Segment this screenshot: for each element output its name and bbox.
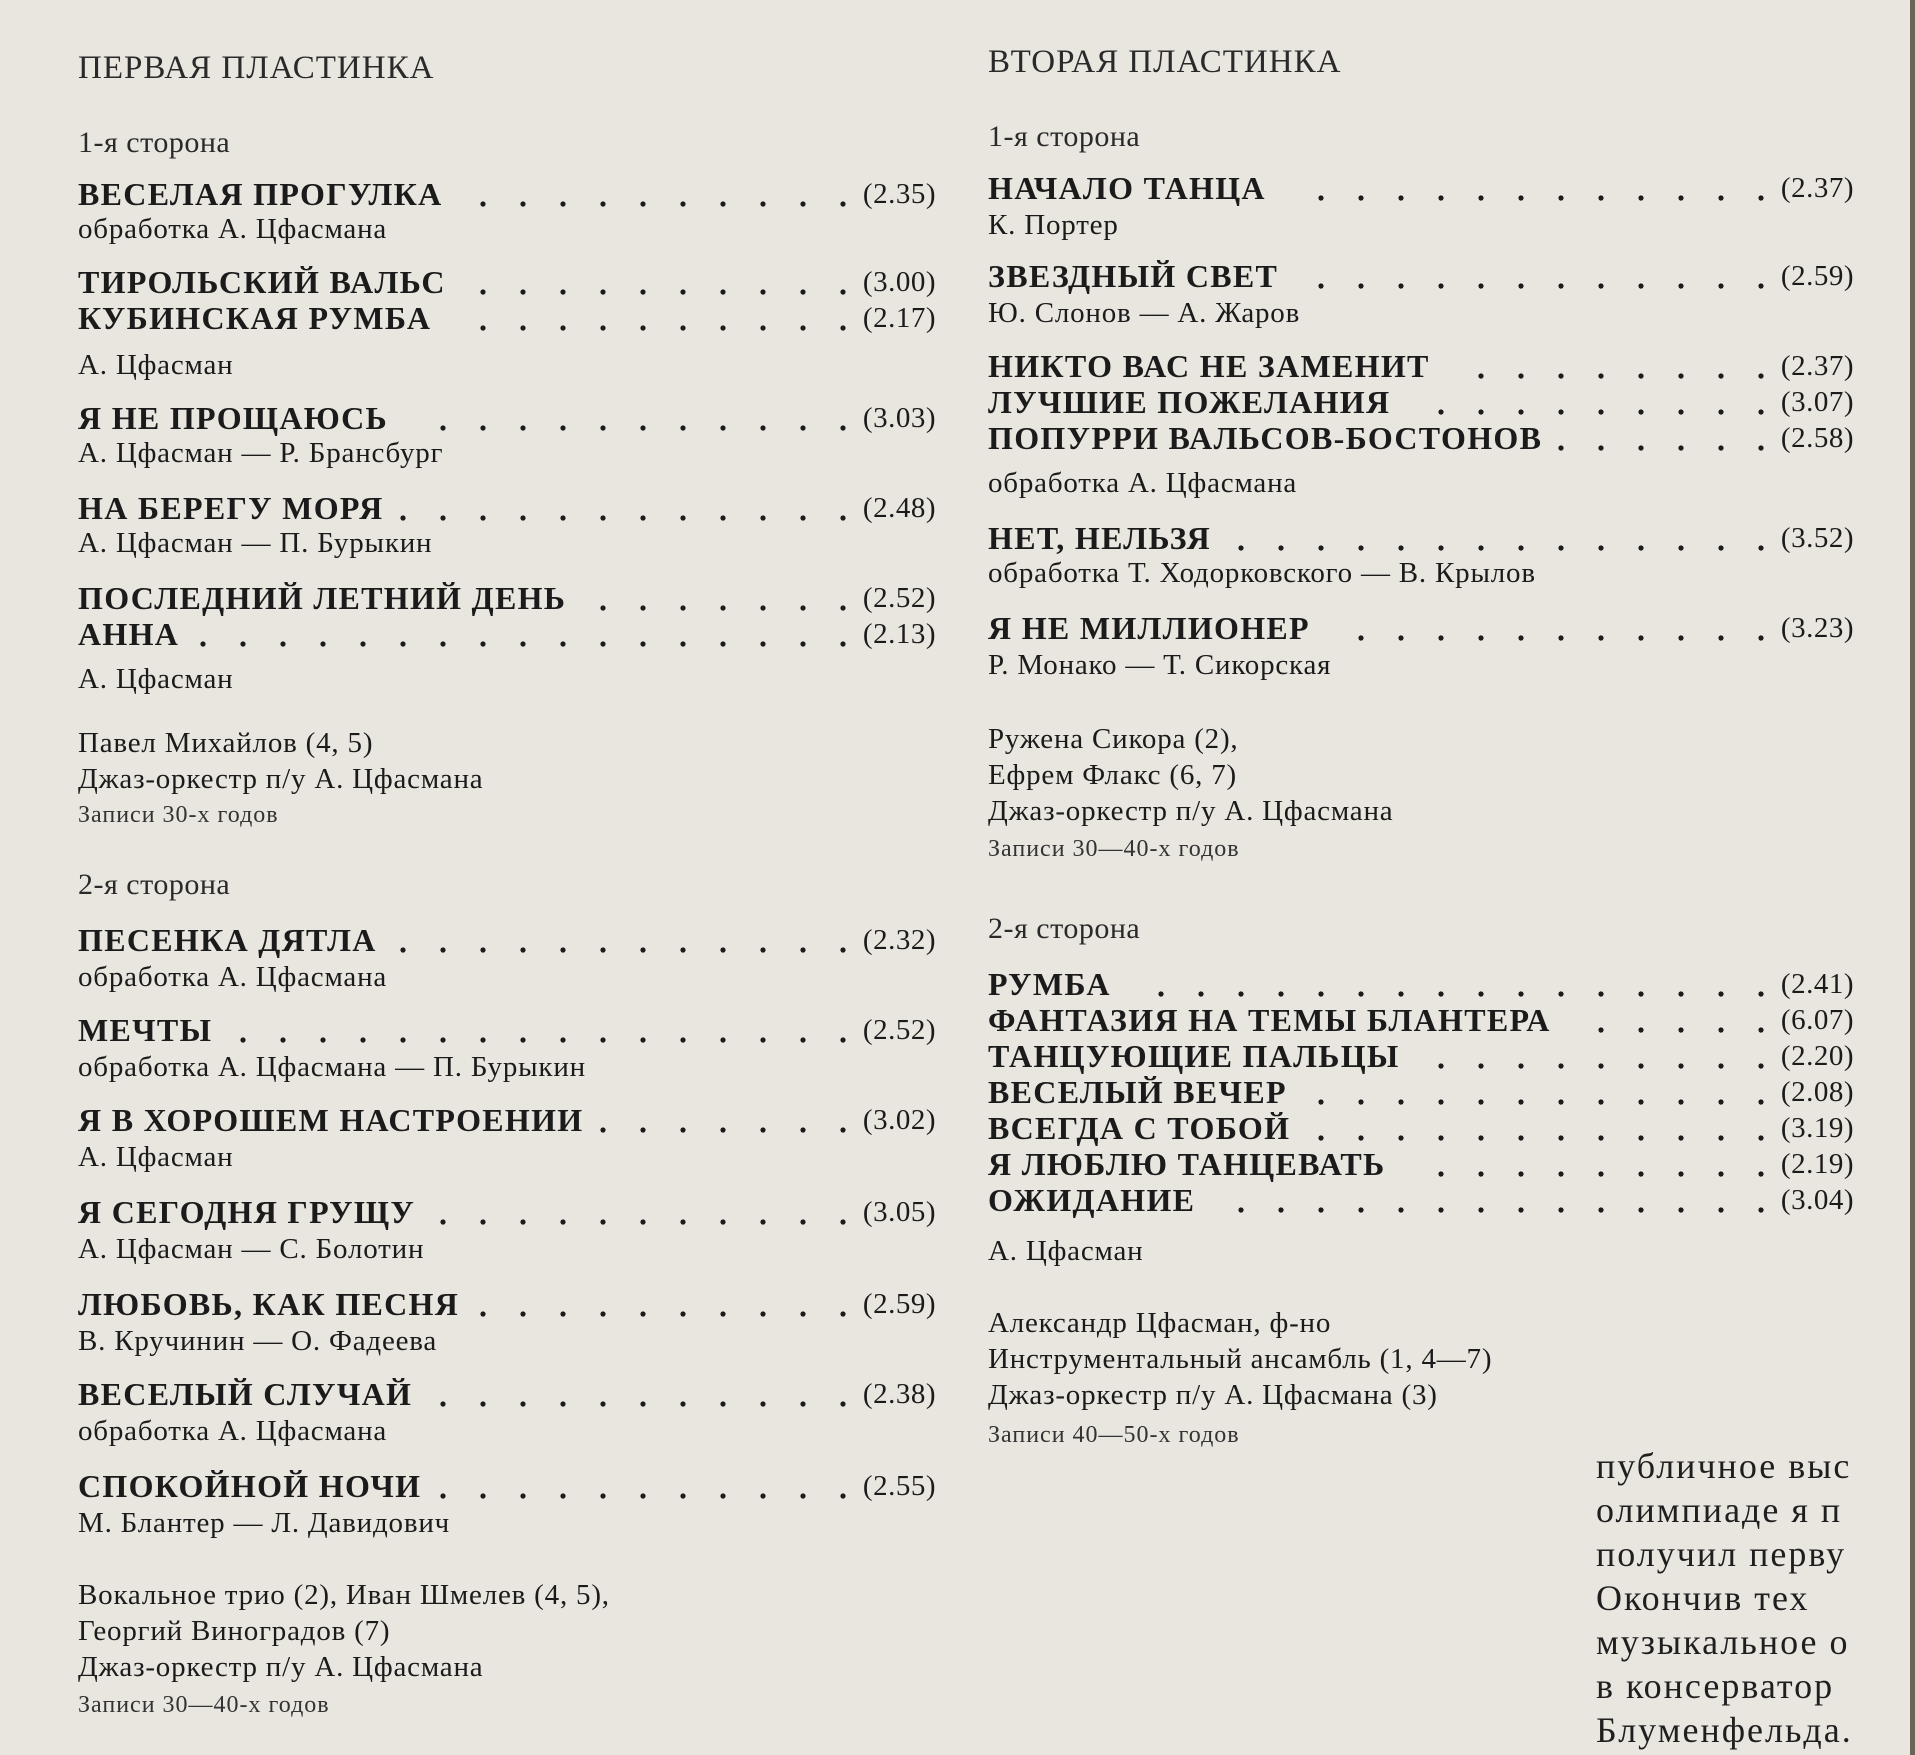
track-time: (3.05) — [862, 1196, 936, 1228]
leader-dots — [1565, 1000, 1767, 1040]
track-title: ВСЕГДА С ТОБОЙ — [988, 1110, 1291, 1146]
credit-line: обработка А. Цфасмана — [78, 1415, 388, 1447]
track-row — [78, 298, 936, 338]
side-label-first-side1: 1-я сторона — [78, 126, 231, 159]
bio-line: Окончив тех — [1596, 1578, 1810, 1618]
leader-dots — [426, 1374, 849, 1414]
page-edge — [1910, 0, 1915, 1755]
track-time: (2.41) — [1780, 968, 1854, 1000]
track-time: (2.19) — [1780, 1148, 1854, 1180]
track-title: НА БЕРЕГУ МОРЯ — [78, 490, 384, 526]
track-row — [988, 1000, 1854, 1040]
leader-dots — [1125, 964, 1767, 1004]
leader-dots — [1444, 346, 1767, 386]
leader-dots — [1280, 168, 1767, 208]
leader-dots — [398, 488, 849, 528]
track-time: (3.02) — [862, 1104, 936, 1136]
track-title: ВЕСЕЛАЯ ПРОГУЛКА — [78, 176, 443, 212]
track-time: (2.55) — [862, 1470, 936, 1502]
credit-line: обработка А. Цфасмана — [78, 213, 388, 245]
track-title: ЗВЕЗДНЫЙ СВЕТ — [988, 258, 1279, 294]
leader-dots — [1225, 518, 1767, 558]
leader-dots — [457, 174, 849, 214]
track-title: НАЧАЛО ТАНЦА — [988, 170, 1266, 206]
track-row — [78, 1466, 936, 1506]
track-time: (2.35) — [862, 178, 936, 210]
track-time: (2.38) — [862, 1378, 936, 1410]
track-row — [988, 608, 1854, 648]
biography-text-fragment — [1596, 1446, 1915, 1755]
track-time: (2.52) — [862, 582, 936, 614]
leader-dots — [1324, 608, 1767, 648]
credit-line: К. Портер — [988, 209, 1119, 241]
credit-line: обработка Т. Ходорковского — В. Крылов — [988, 557, 1536, 589]
track-row — [78, 1100, 936, 1140]
credit-line: обработка А. Цфасмана — П. Бурыкин — [78, 1051, 586, 1083]
track-time: (2.59) — [862, 1288, 936, 1320]
track-title: ЛУЧШИЕ ПОЖЕЛАНИЯ — [988, 384, 1391, 420]
track-time: (2.13) — [862, 618, 936, 650]
track-title: РУМБА — [988, 966, 1111, 1002]
leader-dots — [435, 1466, 849, 1506]
track-row — [988, 346, 1854, 386]
track-time: (2.37) — [1780, 172, 1854, 204]
side-label-first-side2: 2-я сторона — [78, 868, 231, 901]
track-time: (2.58) — [1780, 422, 1854, 454]
leader-dots — [1209, 1180, 1767, 1220]
track-title: Я ЛЮБЛЮ ТАНЦЕВАТЬ — [988, 1146, 1386, 1182]
track-row — [988, 1144, 1854, 1184]
credit-line: Ю. Слонов — А. Жаров — [988, 297, 1301, 329]
track-title: НЕТ, НЕЛЬЗЯ — [988, 520, 1212, 556]
track-title: ВЕСЕЛЫЙ ВЕЧЕР — [988, 1074, 1287, 1110]
bio-line: музыкальное о — [1596, 1622, 1850, 1662]
track-time: (2.17) — [862, 302, 936, 334]
track-title: КУБИНСКАЯ РУМБА — [78, 300, 432, 336]
track-time: (2.20) — [1780, 1040, 1854, 1072]
track-row — [78, 1374, 936, 1414]
credit-line: А. Цфасман — П. Бурыкин — [78, 527, 433, 559]
record-title-second: ВТОРАЯ ПЛАСТИНКА — [988, 44, 1342, 80]
track-title: НИКТО ВАС НЕ ЗАМЕНИТ — [988, 348, 1430, 384]
track-row — [78, 398, 936, 438]
track-title: Я НЕ ПРОЩАЮСЬ — [78, 400, 388, 436]
track-row — [78, 1010, 936, 1050]
leader-dots — [1404, 382, 1767, 422]
track-row — [988, 256, 1854, 296]
leader-dots — [193, 614, 849, 654]
track-time: (3.00) — [862, 266, 936, 298]
track-row — [988, 382, 1854, 422]
track-title: ПЕСЕНКА ДЯТЛА — [78, 922, 377, 958]
track-row — [988, 1180, 1854, 1220]
track-title: ФАНТАЗИЯ НА ТЕМЫ БЛАНТЕРА — [988, 1002, 1551, 1038]
recording-note: Записи 30-х годов — [78, 802, 279, 828]
performer-line: Вокальное трио (2), Иван Шмелев (4, 5), — [78, 1579, 610, 1611]
credit-line: М. Блантер — Л. Давидович — [78, 1507, 451, 1539]
side-label-second-side2: 2-я сторона — [988, 912, 1141, 945]
recording-note: Записи 40—50-х годов — [988, 1422, 1240, 1448]
credit-line: А. Цфасман — [78, 1141, 234, 1173]
performer-line: Ружена Сикора (2), — [988, 723, 1239, 755]
credit-line: В. Кручинин — О. Фадеева — [78, 1325, 438, 1357]
track-row — [988, 168, 1854, 208]
track-title: ПОСЛЕДНИЙ ЛЕТНИЙ ДЕНЬ — [78, 580, 567, 616]
track-time: (3.07) — [1780, 386, 1854, 418]
leader-dots — [429, 1192, 849, 1232]
track-title: ПОПУРРИ ВАЛЬСОВ-БОСТОНОВ — [988, 420, 1543, 456]
recording-note: Записи 30—40-х годов — [78, 1692, 330, 1718]
performer-line: Александр Цфасман, ф-но — [988, 1307, 1332, 1339]
bio-line: Блуменфельда. — [1596, 1710, 1853, 1750]
credit-line: А. Цфасман — С. Болотин — [78, 1233, 425, 1265]
leader-dots — [1292, 256, 1767, 296]
performer-line: Джаз-оркестр п/у А. Цфасмана — [78, 763, 484, 795]
track-row — [78, 174, 936, 214]
credit-line: обработка А. Цфасмана — [988, 467, 1298, 499]
leader-dots — [391, 920, 849, 960]
track-row — [78, 614, 936, 654]
track-title: ОЖИДАНИЕ — [988, 1182, 1196, 1218]
leader-dots — [402, 398, 849, 438]
track-title: Я СЕГОДНЯ ГРУЩУ — [78, 1194, 416, 1230]
performer-line: Георгий Виноградов (7) — [78, 1615, 391, 1647]
track-time: (2.08) — [1780, 1076, 1854, 1108]
track-time: (2.37) — [1780, 350, 1854, 382]
performer-line: Павел Михайлов (4, 5) — [78, 727, 374, 759]
track-time: (3.52) — [1780, 522, 1854, 554]
track-row — [988, 1108, 1854, 1148]
track-row — [988, 418, 1854, 458]
leader-dots — [473, 1284, 849, 1324]
track-title: МЕЧТЫ — [78, 1012, 213, 1048]
leader-dots — [1399, 1144, 1767, 1184]
track-time: (2.48) — [862, 492, 936, 524]
track-row — [78, 262, 936, 302]
track-row — [988, 964, 1854, 1004]
credit-line: А. Цфасман — [78, 349, 234, 381]
track-row — [78, 1192, 936, 1232]
credit-line: А. Цфасман — Р. Брансбург — [78, 437, 444, 469]
performer-line: Джаз-оркестр п/у А. Цфасмана — [78, 1651, 484, 1683]
record-title-first: ПЕРВАЯ ПЛАСТИНКА — [78, 50, 435, 86]
credit-line: А. Цфасман — [78, 663, 234, 695]
bio-line: в консерватор — [1596, 1666, 1835, 1706]
bio-line: получил перву — [1596, 1534, 1847, 1574]
credit-line: Р. Монако — Т. Сикорская — [988, 649, 1332, 681]
track-title: Я НЕ МИЛЛИОНЕР — [988, 610, 1310, 646]
bio-line: олимпиаде я п — [1596, 1490, 1843, 1530]
track-title: СПОКОЙНОЙ НОЧИ — [78, 1468, 422, 1504]
track-time: (2.59) — [1780, 260, 1854, 292]
track-row — [78, 578, 936, 618]
track-row — [78, 488, 936, 528]
track-time: (3.03) — [862, 402, 936, 434]
recording-note: Записи 30—40-х годов — [988, 836, 1240, 862]
track-row — [78, 920, 936, 960]
performer-line: Джаз-оркестр п/у А. Цфасмана (3) — [988, 1379, 1438, 1411]
track-title: АННА — [78, 616, 180, 652]
leader-dots — [580, 578, 849, 618]
leader-dots — [226, 1010, 849, 1050]
performer-line: Ефрем Флакс (6, 7) — [988, 759, 1237, 791]
track-time: (2.52) — [862, 1014, 936, 1046]
leader-dots — [460, 262, 849, 302]
track-row — [78, 1284, 936, 1324]
track-row — [988, 1072, 1854, 1112]
credit-line: А. Цфасман — [988, 1235, 1144, 1267]
credit-line: обработка А. Цфасмана — [78, 961, 388, 993]
track-time: (3.04) — [1780, 1184, 1854, 1216]
side-label-second-side1: 1-я сторона — [988, 120, 1141, 153]
leader-dots — [1414, 1036, 1767, 1076]
track-title: ЛЮБОВЬ, КАК ПЕСНЯ — [78, 1286, 460, 1322]
track-title: ТАНЦУЮЩИЕ ПАЛЬЦЫ — [988, 1038, 1400, 1074]
track-title: ТИРОЛЬСКИЙ ВАЛЬС — [78, 264, 446, 300]
track-time: (3.23) — [1780, 612, 1854, 644]
bio-line: публичное выс — [1596, 1446, 1852, 1486]
track-title: Я В ХОРОШЕМ НАСТРОЕНИИ — [78, 1102, 584, 1138]
performer-line: Джаз-оркестр п/у А. Цфасмана — [988, 795, 1394, 827]
leader-dots — [445, 298, 849, 338]
leader-dots — [1304, 1108, 1767, 1148]
track-row — [988, 518, 1854, 558]
leader-dots — [1556, 418, 1767, 458]
track-time: (2.32) — [862, 924, 936, 956]
track-title: ВЕСЕЛЫЙ СЛУЧАЙ — [78, 1376, 413, 1412]
performer-line: Инструментальный ансамбль (1, 4—7) — [988, 1343, 1493, 1375]
track-row — [988, 1036, 1854, 1076]
leader-dots — [1301, 1072, 1767, 1112]
leader-dots — [598, 1100, 849, 1140]
track-time: (3.19) — [1780, 1112, 1854, 1144]
track-time: (6.07) — [1780, 1004, 1854, 1036]
